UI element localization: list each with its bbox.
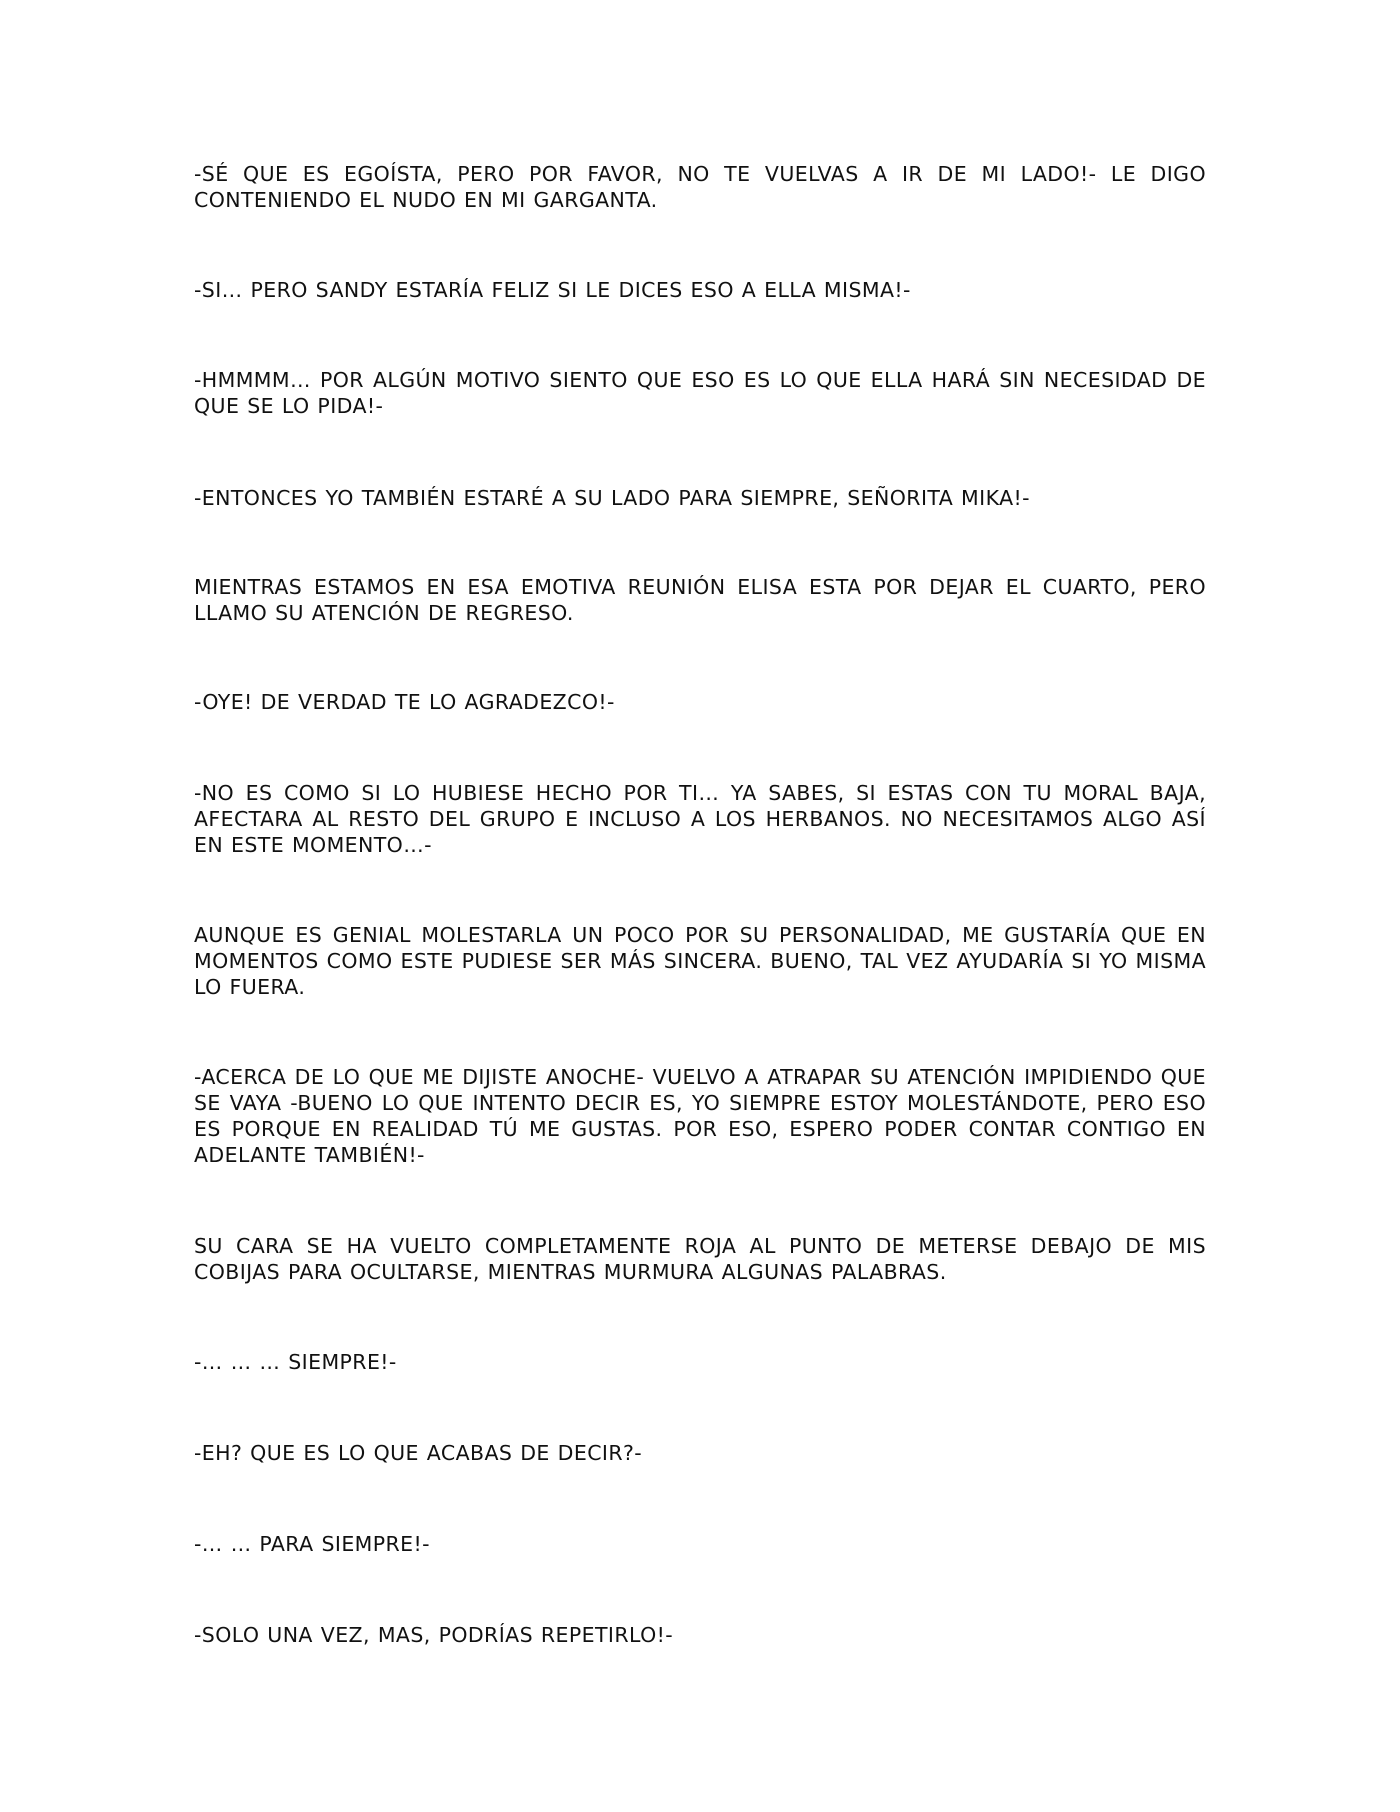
paragraph-12: -EH? QUE ES LO QUE ACABAS DE DECIR?-: [194, 1441, 643, 1465]
paragraph-6: -OYE! DE VERDAD TE LO AGRADEZCO!-: [194, 690, 615, 714]
paragraph-11: -… … … SIEMPRE!-: [194, 1350, 397, 1374]
paragraph-9: -ACERCA DE LO QUE ME DIJISTE ANOCHE- VUELVO A ATRAPAR SU ATENCIÓN IMPIDIENDO QUE SE VAYA -BUENO LO QUE INTENTO DECIR ES, YO SIEMPRE ESTOY MOLESTÁNDOTE, PERO ESO ES PORQUE EN REALIDAD TÚ ME GUSTAS. POR ESO, ESPERO PODER CONTAR CONTIGO EN ADELANTE TAMBIÉN!-: [194, 1065, 1206, 1167]
paragraph-13: -… … PARA SIEMPRE!-: [194, 1532, 430, 1556]
paragraph-8: AUNQUE ES GENIAL MOLESTARLA UN POCO POR SU PERSONALIDAD, ME GUSTARÍA QUE EN MOMENTOS COMO ESTE PUDIESE SER MÁS SINCERA. BUENO, TAL VEZ AYUDARÍA SI YO MISMA LO FUERA.: [194, 923, 1206, 999]
paragraph-3: -HMMMM… POR ALGÚN MOTIVO SIENTO QUE ESO ES LO QUE ELLA HARÁ SIN NECESIDAD DE QUE SE LO PIDA!-: [194, 368, 1206, 418]
paragraph-1: -SÉ QUE ES EGOÍSTA, PERO POR FAVOR, NO TE VUELVAS A IR DE MI LADO!- LE DIGO CONTENIENDO EL NUDO EN MI GARGANTA.: [194, 162, 1206, 212]
paragraph-7: -NO ES COMO SI LO HUBIESE HECHO POR TI… YA SABES, SI ESTAS CON TU MORAL BAJA, AFECTARA AL RESTO DEL GRUPO E INCLUSO A LOS HERBANOS. NO NECESITAMOS ALGO ASÍ EN ESTE MOMENTO…-: [194, 781, 1206, 857]
paragraph-2: -SI… PERO SANDY ESTARÍA FELIZ SI LE DICES ESO A ELLA MISMA!-: [194, 278, 911, 302]
paragraph-4: -ENTONCES YO TAMBIÉN ESTARÉ A SU LADO PARA SIEMPRE, SEÑORITA MIKA!-: [194, 486, 1030, 510]
paragraph-10: SU CARA SE HA VUELTO COMPLETAMENTE ROJA AL PUNTO DE METERSE DEBAJO DE MIS COBIJAS PARA OCULTARSE, MIENTRAS MURMURA ALGUNAS PALABRAS.: [194, 1234, 1206, 1284]
paragraph-14: -SOLO UNA VEZ, MAS, PODRÍAS REPETIRLO!-: [194, 1623, 674, 1647]
paragraph-5: MIENTRAS ESTAMOS EN ESA EMOTIVA REUNIÓN ELISA ESTA POR DEJAR EL CUARTO, PERO LLAMO SU ATENCIÓN DE REGRESO.: [194, 575, 1206, 625]
